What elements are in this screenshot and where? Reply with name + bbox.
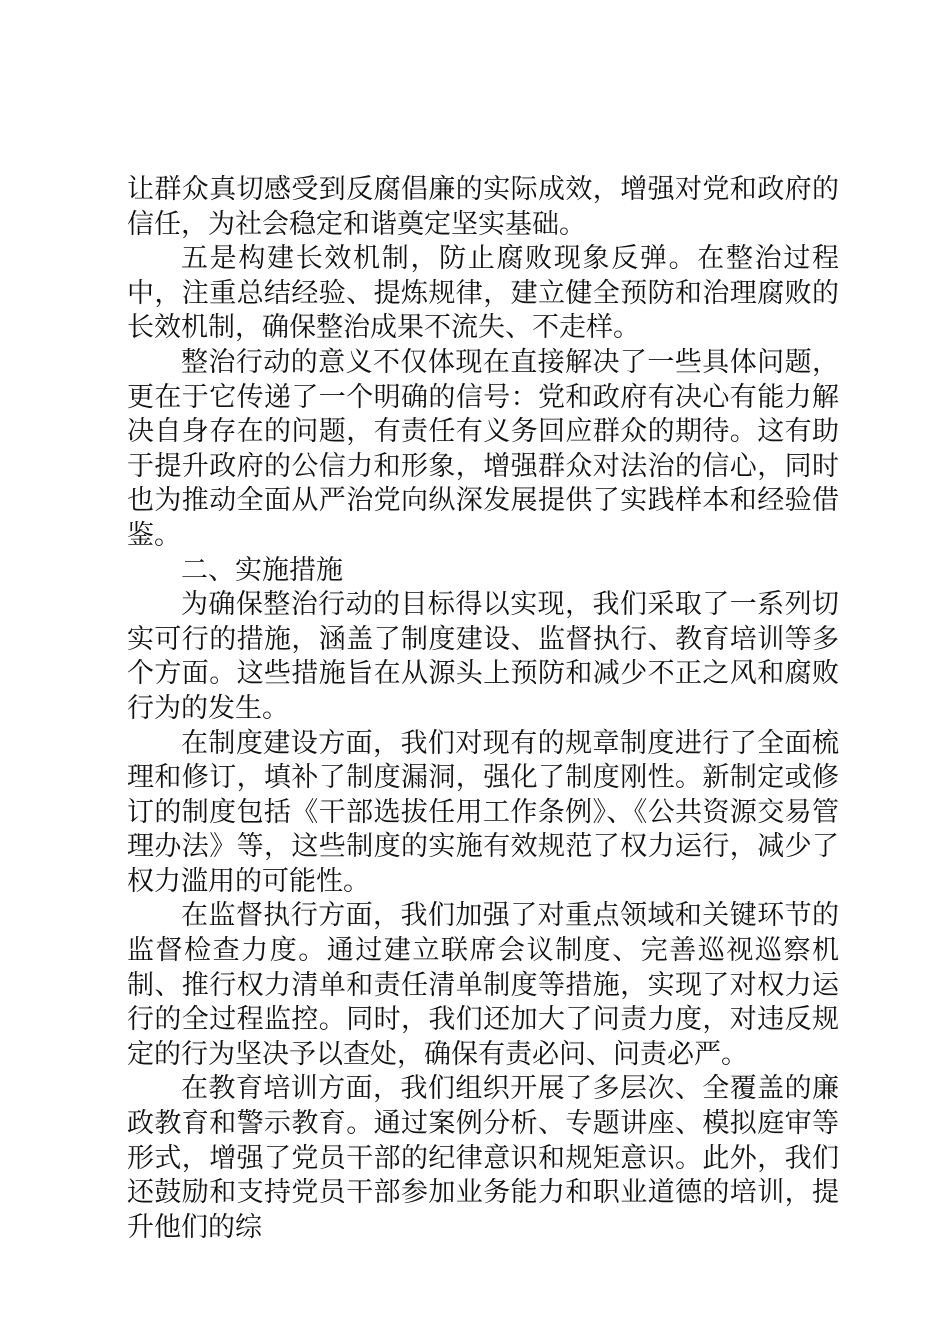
paragraph-continuation: 让群众真切感受到反腐倡廉的实际成效，增强对党和政府的信任，为社会稳定和谐奠定坚实基础。: [127, 174, 839, 240]
paragraph: 五是构建长效机制，防止腐败现象反弹。在整治过程中，注重总结经验、提炼规律，建立健全预防和治理腐败的长效机制，确保整治成果不流失、不走样。: [127, 243, 839, 344]
paragraph: 在制度建设方面，我们对现有的规章制度进行了全面梳理和修订，填补了制度漏洞，强化了制度刚性。新制定或修订的制度包括《干部选拔任用工作条例》、《公共资源交易管理办法》等，这些制度的实施有效规范了权力运行，减少了权力滥用的可能性。: [127, 727, 839, 897]
paragraph: 整治行动的意义不仅体现在直接解决了一些具体问题，更在于它传递了一个明确的信号：党和政府有决心有能力解决自身存在的问题，有责任有义务回应群众的期待。这有助于提升政府的公信力和形象，增强群众对法治的信心，同时也为推动全面从严治党向纵深发展提供了实践样本和经验借鉴。: [127, 346, 839, 551]
paragraph: 在监督执行方面，我们加强了对重点领域和关键环节的监督检查力度。通过建立联席会议制度、完善巡视巡察机制、推行权力清单和责任清单制度等措施，实现了对权力运行的全过程监控。同时，我们还加大了问责力度，对违反规定的行为坚决予以查处，确保有责必问、问责必严。: [127, 900, 839, 1070]
section-heading: 二、实施措施: [181, 554, 343, 586]
document-body: [127, 173, 839, 1245]
paragraph: 为确保整治行动的目标得以实现，我们采取了一系列切实可行的措施，涵盖了制度建设、监督执行、教育培训等多个方面。这些措施旨在从源头上预防和减少不正之风和腐败行为的发生。: [127, 589, 839, 724]
paragraph: 在教育培训方面，我们组织开展了多层次、全覆盖的廉政教育和警示教育。通过案例分析、专题讲座、模拟庭审等形式，增强了党员干部的纪律意识和规矩意识。此外，我们还鼓励和支持党员干部参加业务能力和职业道德的培训，提升他们的综: [127, 1073, 839, 1243]
